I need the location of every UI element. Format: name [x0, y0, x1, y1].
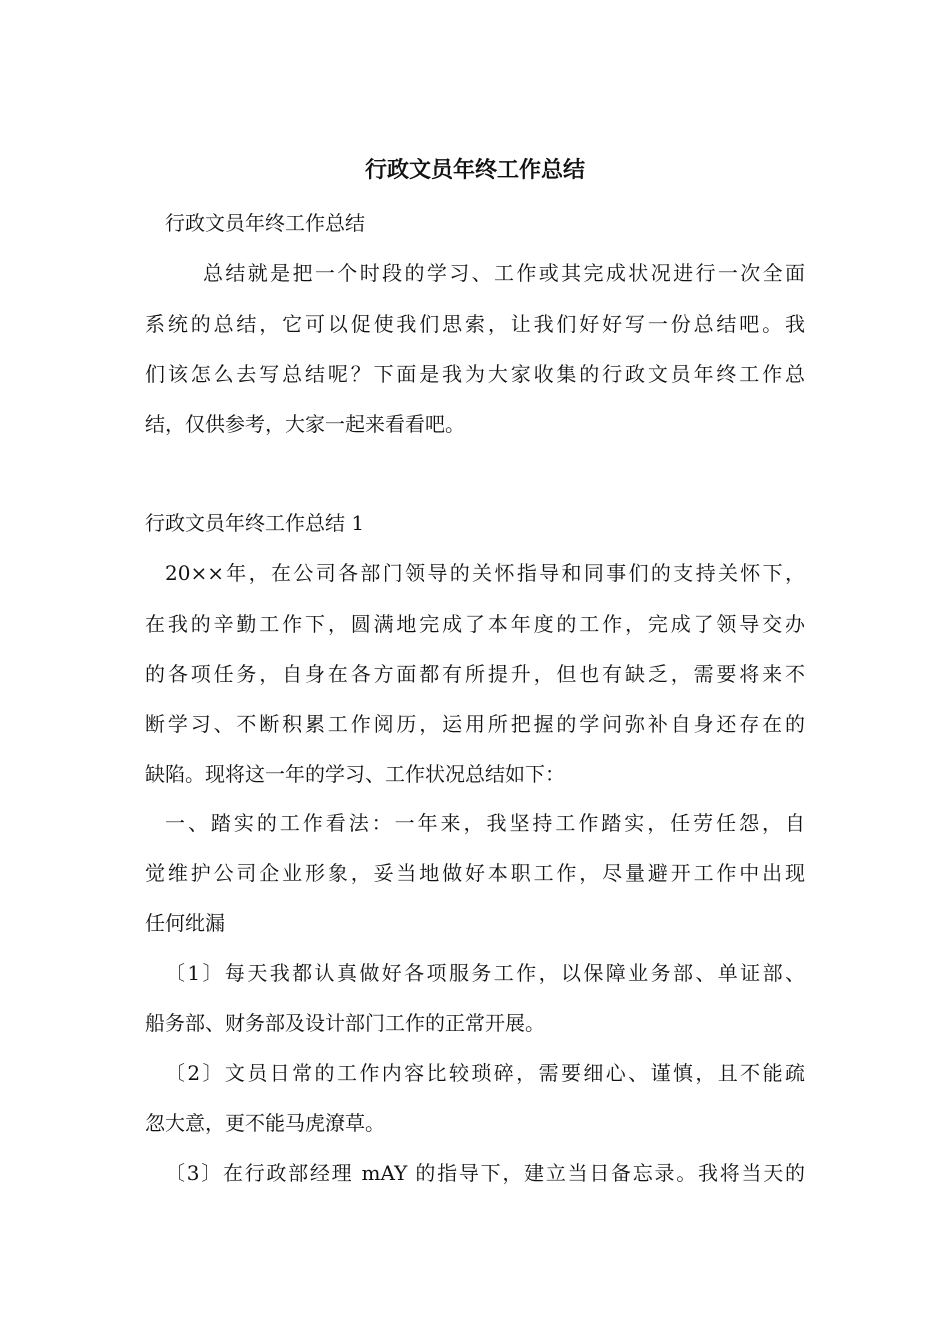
- intro-line: 结，仅供参考，大家一起来看看吧。: [145, 412, 465, 436]
- paragraph-line: 缺陷。现将这一年的学习、工作状况总结如下：: [145, 762, 565, 786]
- item-line: 忽大意，更不能马虎潦草。: [145, 1111, 385, 1135]
- item-line: 〔3〕在行政部经理 mAY 的指导下，建立当日备忘录。我将当天的: [165, 1161, 805, 1185]
- section-heading: 行政文员年终工作总结 1: [145, 511, 365, 535]
- paragraph-line: 的各项任务，自身在各方面都有所提升，但也有缺乏，需要将来不: [145, 662, 805, 686]
- paragraph-line: 断学习、不断积累工作阅历，运用所把握的学问弥补自身还存在的: [145, 712, 805, 736]
- point-line: 觉维护公司企业形象，妥当地做好本职工作，尽量避开工作中出现: [145, 861, 805, 885]
- point-line: 一、踏实的工作看法：一年来，我坚持工作踏实，任劳任怨，自: [165, 811, 805, 835]
- item-line: 船务部、财务部及设计部门工作的正常开展。: [145, 1011, 545, 1035]
- intro-line: 们该怎么去写总结呢？下面是我为大家收集的行政文员年终工作总: [145, 362, 805, 386]
- item-line: 〔1〕每天我都认真做好各项服务工作，以保障业务部、单证部、: [165, 961, 805, 985]
- document-subtitle: 行政文员年终工作总结: [165, 211, 365, 235]
- paragraph-line: 20××年，在公司各部门领导的关怀指导和同事们的支持关怀下，: [165, 561, 805, 585]
- point-line: 任何纰漏: [145, 911, 225, 935]
- item-line: 〔2〕文员日常的工作内容比较琐碎，需要细心、谨慎，且不能疏: [165, 1061, 805, 1085]
- intro-line: 系统的总结，它可以促使我们思索，让我们好好写一份总结吧。我: [145, 312, 805, 336]
- paragraph-line: 在我的辛勤工作下，圆满地完成了本年度的工作，完成了领导交办: [145, 612, 805, 636]
- document-title: 行政文员年终工作总结: [364, 157, 585, 183]
- intro-line: 总结就是把一个时段的学习、工作或其完成状况进行一次全面: [203, 261, 805, 285]
